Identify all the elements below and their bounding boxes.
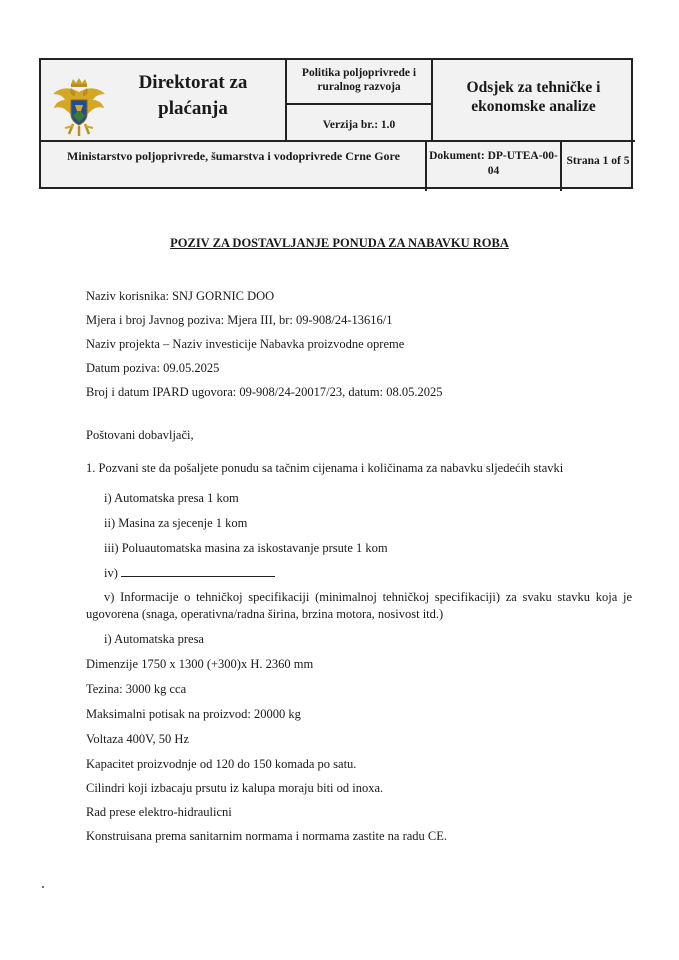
point-1: 1. Pozvani ste da pošaljete ponudu sa tačnim cijenama i količinama za nabavku sljedećih stavki [86,461,564,475]
directorate-cell [41,60,286,141]
list-item: ii) Masina za sjecenje 1 kom [104,516,248,530]
spec-line: Kapacitet proizvodnje od 120 do 150 komada po satu. [86,757,357,771]
list-item: iv) [104,566,275,581]
date-line: Datum poziva: 09.05.2025 [86,361,220,375]
blank-line [121,566,275,577]
spec-line: Cilindri koji izbacaju prsutu iz kalupa moraju biti od inoxa. [86,781,384,795]
document-number-cell: Dokument: DP-UTEA-00-04 [429,150,558,177]
spec-line: Dimenzije 1750 x 1300 (+300)x H. 2360 mm [86,657,314,671]
list-item: i) Automatska presa 1 kom [104,491,239,505]
spec-line: Rad prese elektro-hidraulicni [86,805,232,819]
policy-cell: Politika poljoprivrede i ruralnog razvoja [301,67,417,93]
spec-line: Konstruisana prema sanitarnim normama i normama zastite na radu CE. [86,829,447,843]
document-title: POZIV ZA DOSTAVLJANJE PONUDA ZA NABAVKU ROBA [170,236,509,250]
beneficiary-line: Naziv korisnika: SNJ GORNIC DOO [86,289,275,303]
contract-line: Broj i datum IPARD ugovora: 09-908/24-20017/23, datum: 08.05.2025 [86,385,443,399]
project-line: Naziv projekta – Naziv investicije Nabavka proizvodne opreme [86,337,405,351]
directorate-title: Direktorat za plaćanja [138,72,248,119]
department-cell: Odsjek za tehničke i ekonomske analize [466,79,601,115]
point-v: v) Informacije o tehničkoj specifikaciji (minimalnoj tehničkoj specifikaciji) za svaku stavku koja je ugovorena (snaga, operativna/radna širina, brzina motora, nosivost itd.) [86,590,632,621]
spec-heading: i) Automatska presa [104,632,204,646]
list-item: iii) Poluautomatska masina za iskostavanje prsute 1 kom [104,541,388,555]
document-header-table [39,58,633,189]
greeting: Poštovani dobavljači, [86,428,194,442]
spec-line: Voltaza 400V, 50 Hz [86,732,189,746]
spec-line: Maksimalni potisak na proizvod: 20000 kg [86,707,301,721]
page-number-cell: Strana 1 of 5 [566,155,630,167]
ministry-cell: Ministarstvo poljoprivrede, šumarstva i vodoprivrede Crne Gore [67,149,400,163]
measure-line: Mjera i broj Javnog poziva: Mjera III, br: 09-908/24-13616/1 [86,313,393,327]
scan-speck [42,886,44,888]
spec-line: Tezina: 3000 kg cca [86,682,187,696]
version-cell: Verzija br.: 1.0 [322,119,396,131]
coat-of-arms-icon [51,78,107,138]
